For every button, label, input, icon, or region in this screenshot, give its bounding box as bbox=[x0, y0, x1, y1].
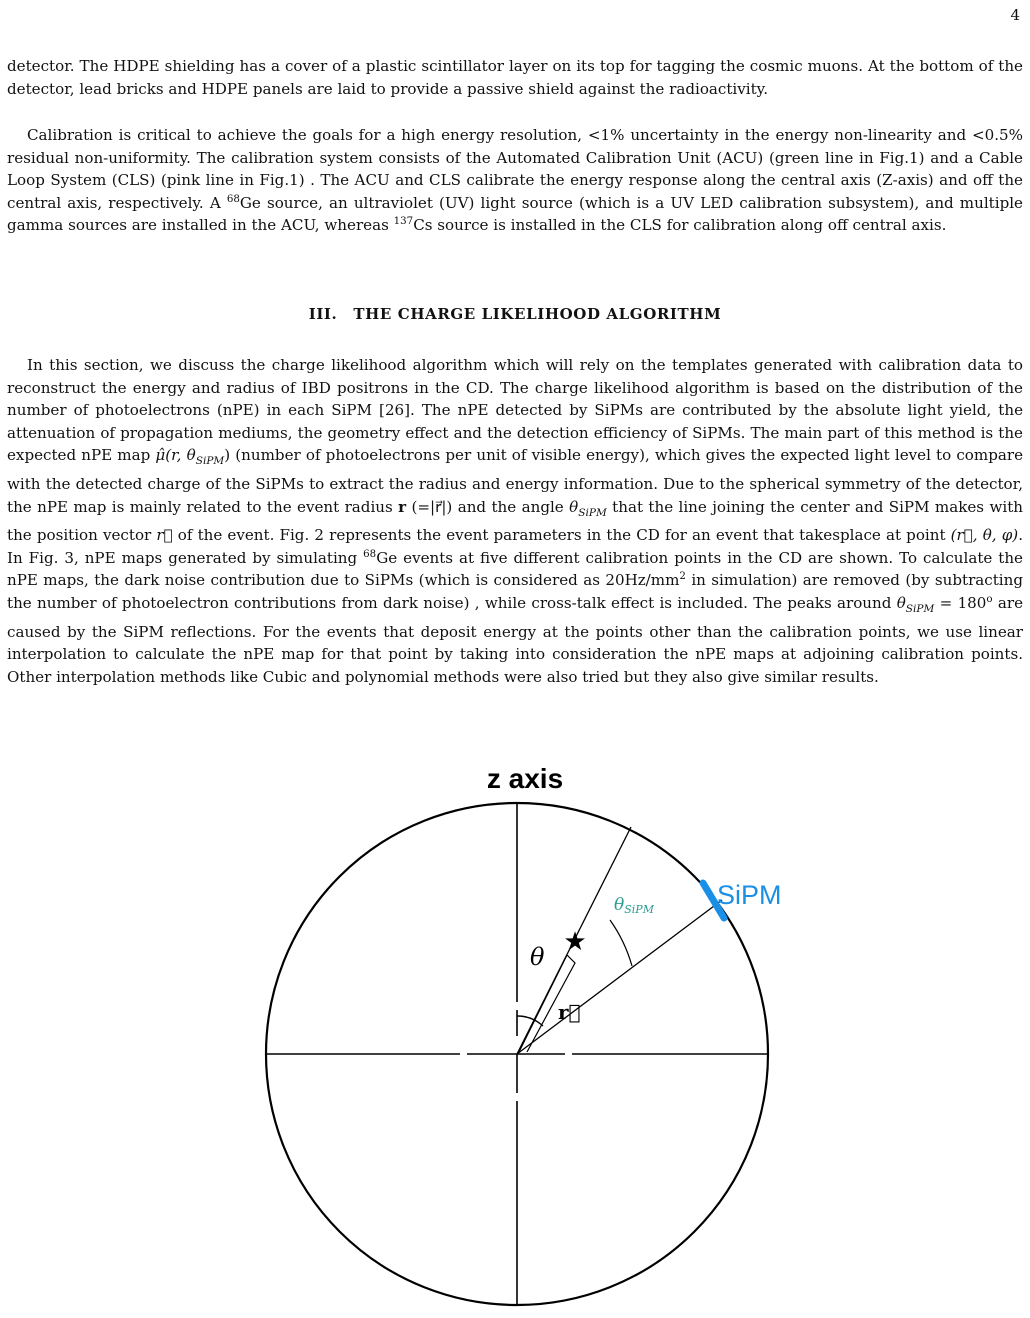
bold-symbol: r bbox=[398, 497, 407, 516]
math-subscript: SiPM bbox=[195, 455, 225, 468]
paragraph-text: In this section, we discuss the charge likelihood algorithm which will rely on the templates generated with calibration data to reconstruct the energy and radius of IBD positrons in the CD. The charge likelihood algorithm is based on the distribution of the number of photoelectrons (nPE) in each SiPM [26]. The nPE detected by SiPMs are contributed by the absolute light yield, the attenuation of propagation mediums, the geometry effect and the detection efficiency of SiPMs. The main part of this method is the expected nPE map bbox=[7, 356, 1023, 465]
paragraph-text: detector. The HDPE shielding has a cover of a plastic scintillator layer on its top for tagging the cosmic muons. At the bottom of the detector, lead bricks and HDPE panels are laid to provide a passive shield against the radioactivity. bbox=[7, 57, 1023, 98]
paragraph-text: Ge events at five different calibration points in the CD are shown. To calculate the nPE maps, the dark noise contribution due to SiPMs (which is considered as 20Hz/mm bbox=[7, 548, 1023, 590]
math-symbol: θ bbox=[569, 497, 579, 516]
theta-arc bbox=[517, 1016, 543, 1026]
math-expression: = 180 bbox=[934, 593, 987, 612]
sipm-direction-line bbox=[517, 900, 722, 1054]
superscript: 137 bbox=[393, 215, 414, 228]
theta-sipm-main: θ bbox=[614, 895, 625, 915]
superscript: 68 bbox=[226, 192, 240, 205]
sipm-label: SiPM bbox=[717, 880, 782, 910]
paragraph-text: that the line joining the center and SiPM makes with the position vector bbox=[7, 497, 1023, 545]
r-vector-label: r⃗ bbox=[558, 1000, 581, 1024]
z-axis-label: z axis bbox=[486, 763, 564, 794]
math-subscript: SiPM bbox=[578, 506, 607, 519]
theta-sipm-sub: SiPM bbox=[624, 903, 654, 916]
math-expression: (r⃗, θ, φ) bbox=[950, 526, 1019, 545]
paragraph-text: (=|r⃗|) and the angle bbox=[406, 497, 570, 516]
superscript: 68 bbox=[363, 547, 377, 560]
superscript: 2 bbox=[679, 570, 686, 583]
paragraph-text: are caused by the SiPM reflections. For the events that deposit energy at the points other than the calibration points, we use linear interpolation to calculate the nPE map for that point by taking into consideration the nPE maps at adjoining calibration points. Other interpolation methods like Cubic and polynomial methods were also tried but they also give similar results. bbox=[7, 593, 1023, 686]
paragraph-text: Cs source is installed in the CLS for calibration along off central axis. bbox=[413, 216, 947, 235]
superscript: o bbox=[986, 592, 993, 605]
math-subscript: SiPM bbox=[905, 602, 935, 615]
math-expression: ) bbox=[224, 446, 231, 465]
section-heading bbox=[0, 305, 1030, 323]
paragraph-calibration bbox=[7, 124, 1023, 237]
figure-event-parameters bbox=[0, 756, 1030, 1314]
paragraph-text: (number of photoelectrons per unit of visible energy), which gives the expected light level to compare with the detected charge of the SiPMs to extract the radius and energy information. Due to the spherical symmetry of the detector, the nPE map is mainly related to the event radius bbox=[7, 446, 1024, 516]
paragraph-shielding bbox=[7, 55, 1023, 100]
math-symbol: θ bbox=[896, 593, 906, 612]
paragraph-text: Calibration is critical to achieve the goals for a high energy resolution, <1% uncertainty in the energy non-linearity and <0.5% residual non-uniformity. The calibration system consists of the Automated Calibration Unit (ACU) (green line in Fig.1) and a Cable Loop System (CLS) (pink line in Fig.1) . The ACU and CLS calibrate the energy response along the central axis (Z-axis) and off the central axis, respectively. A bbox=[7, 126, 1023, 212]
paragraph-text: of the event. Fig. 2 represents the event parameters in the CD for an event that takesplace at point bbox=[172, 526, 951, 545]
page-number: 4 bbox=[1010, 6, 1020, 24]
figure-diagram bbox=[0, 756, 1030, 1314]
paragraph-text: Ge source, an ultraviolet (UV) light source (which is a UV LED calibration subsystem), and multiple gamma sources are installed in the ACU, whereas bbox=[7, 193, 1023, 235]
theta-sipm-label bbox=[614, 895, 655, 916]
math-symbol: r⃗ bbox=[156, 526, 173, 545]
paragraph-text: . In Fig. 3, nPE maps generated by simulating bbox=[7, 526, 1023, 567]
paragraph-text: in simulation) are removed (by subtracting the number of photoelectron contributions from dark noise) , while cross-talk effect is included. The peaks around bbox=[7, 571, 1024, 612]
theta-sipm-arc bbox=[610, 920, 632, 966]
event-star-icon: ★ bbox=[563, 927, 587, 957]
paragraph-algorithm bbox=[7, 354, 1023, 688]
math-expression: μ̂(r, θ bbox=[155, 446, 196, 465]
section-number: III. bbox=[308, 305, 338, 323]
section-title: THE CHARGE LIKELIHOOD ALGORITHM bbox=[353, 305, 722, 323]
theta-label: θ bbox=[530, 943, 545, 971]
